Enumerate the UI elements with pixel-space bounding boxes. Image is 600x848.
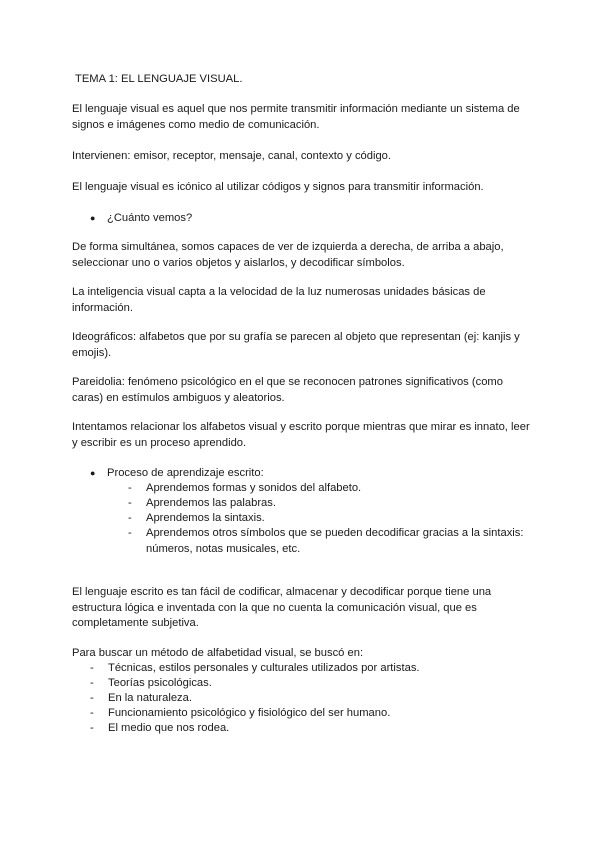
list-item-text: En la naturaleza. (108, 692, 192, 704)
list-item (90, 661, 530, 677)
list-item-text: Aprendemos formas y sonidos del alfabeto. (146, 482, 362, 494)
list-item (90, 721, 530, 737)
paragraph-pareidolia: Pareidolia: fenómeno psicológico en el que se reconocen patrones significativos (como caras) en estímulos ambiguos y aleatorios. (72, 376, 503, 404)
list-item (90, 676, 530, 692)
bullet-icon: ● (90, 468, 96, 478)
list-item-text: Aprendemos otros símbolos que se pueden decodificar gracias a la sintaxis: números, notas musicales, etc. (146, 527, 524, 555)
paragraph-iconico: El lenguaje visual es icónico al utilizar códigos y signos para transmitir información. (72, 181, 484, 193)
bullet-icon: ● (90, 213, 96, 223)
dash-icon: - (90, 662, 94, 674)
dash-icon: - (90, 707, 94, 719)
list-item (90, 691, 530, 707)
bullet-cuanto-vemos (90, 211, 530, 227)
list-item-text: Funcionamiento psicológico y fisiológico del ser humano. (108, 707, 391, 719)
list-item-text: Aprendemos la sintaxis. (146, 512, 265, 524)
paragraph-alfabetidad: Para buscar un método de alfabetidad visual, se buscó en: (72, 647, 364, 659)
dash-icon: - (128, 497, 132, 509)
list-item (128, 511, 538, 527)
list-item-text: Teorías psicológicas. (108, 677, 212, 689)
dash-icon: - (128, 512, 132, 524)
dash-icon: - (128, 527, 132, 539)
dash-icon: - (90, 722, 94, 734)
paragraph-lenguaje-escrito: El lenguaje escrito es tan fácil de codificar, almacenar y decodificar porque tiene una estructura lógica e inventada con la que no cuenta la comunicación visual, que es completamente subjetiva. (72, 586, 492, 629)
list-item-text: El medio que nos rodea. (108, 722, 230, 734)
paragraph-ideograficos: Ideográficos: alfabetos que por su grafía se parecen al objeto que representan (ej: kanjis y emojis). (72, 331, 520, 359)
bullet-proceso-aprendizaje (90, 466, 530, 482)
document-title: TEMA 1: EL LENGUAJE VISUAL. (75, 73, 243, 85)
list-item (128, 496, 538, 512)
paragraph-alfabetos: Intentamos relacionar los alfabetos visual y escrito porque mientras que mirar es innato, leer y escribir es un proceso aprendido. (72, 421, 530, 449)
paragraph-inteligencia-visual: La inteligencia visual capta a la velocidad de la luz numerosas unidades básicas de información. (72, 286, 486, 314)
paragraph-simultanea: De forma simultánea, somos capaces de ver de izquierda a derecha, de arriba a abajo, seleccionar uno o varios objetos y aislarlos, y decodificar símbolos. (72, 241, 504, 269)
bullet-text: ¿Cuánto vemos? (107, 212, 193, 224)
bullet-text: Proceso de aprendizaje escrito: (107, 467, 264, 479)
list-item (90, 706, 530, 722)
dash-icon: - (90, 677, 94, 689)
list-item (128, 481, 538, 497)
paragraph-intervienen: Intervienen: emisor, receptor, mensaje, canal, contexto y código. (72, 150, 392, 162)
list-item-text: Técnicas, estilos personales y culturales utilizados por artistas. (108, 662, 420, 674)
dash-icon: - (90, 692, 94, 704)
dash-icon: - (128, 482, 132, 494)
paragraph-definition: El lenguaje visual es aquel que nos permite transmitir información mediante un sistema de signos e imágenes como medio de comunicación. (72, 103, 520, 131)
list-item (128, 526, 538, 557)
list-item-text: Aprendemos las palabras. (146, 497, 276, 509)
